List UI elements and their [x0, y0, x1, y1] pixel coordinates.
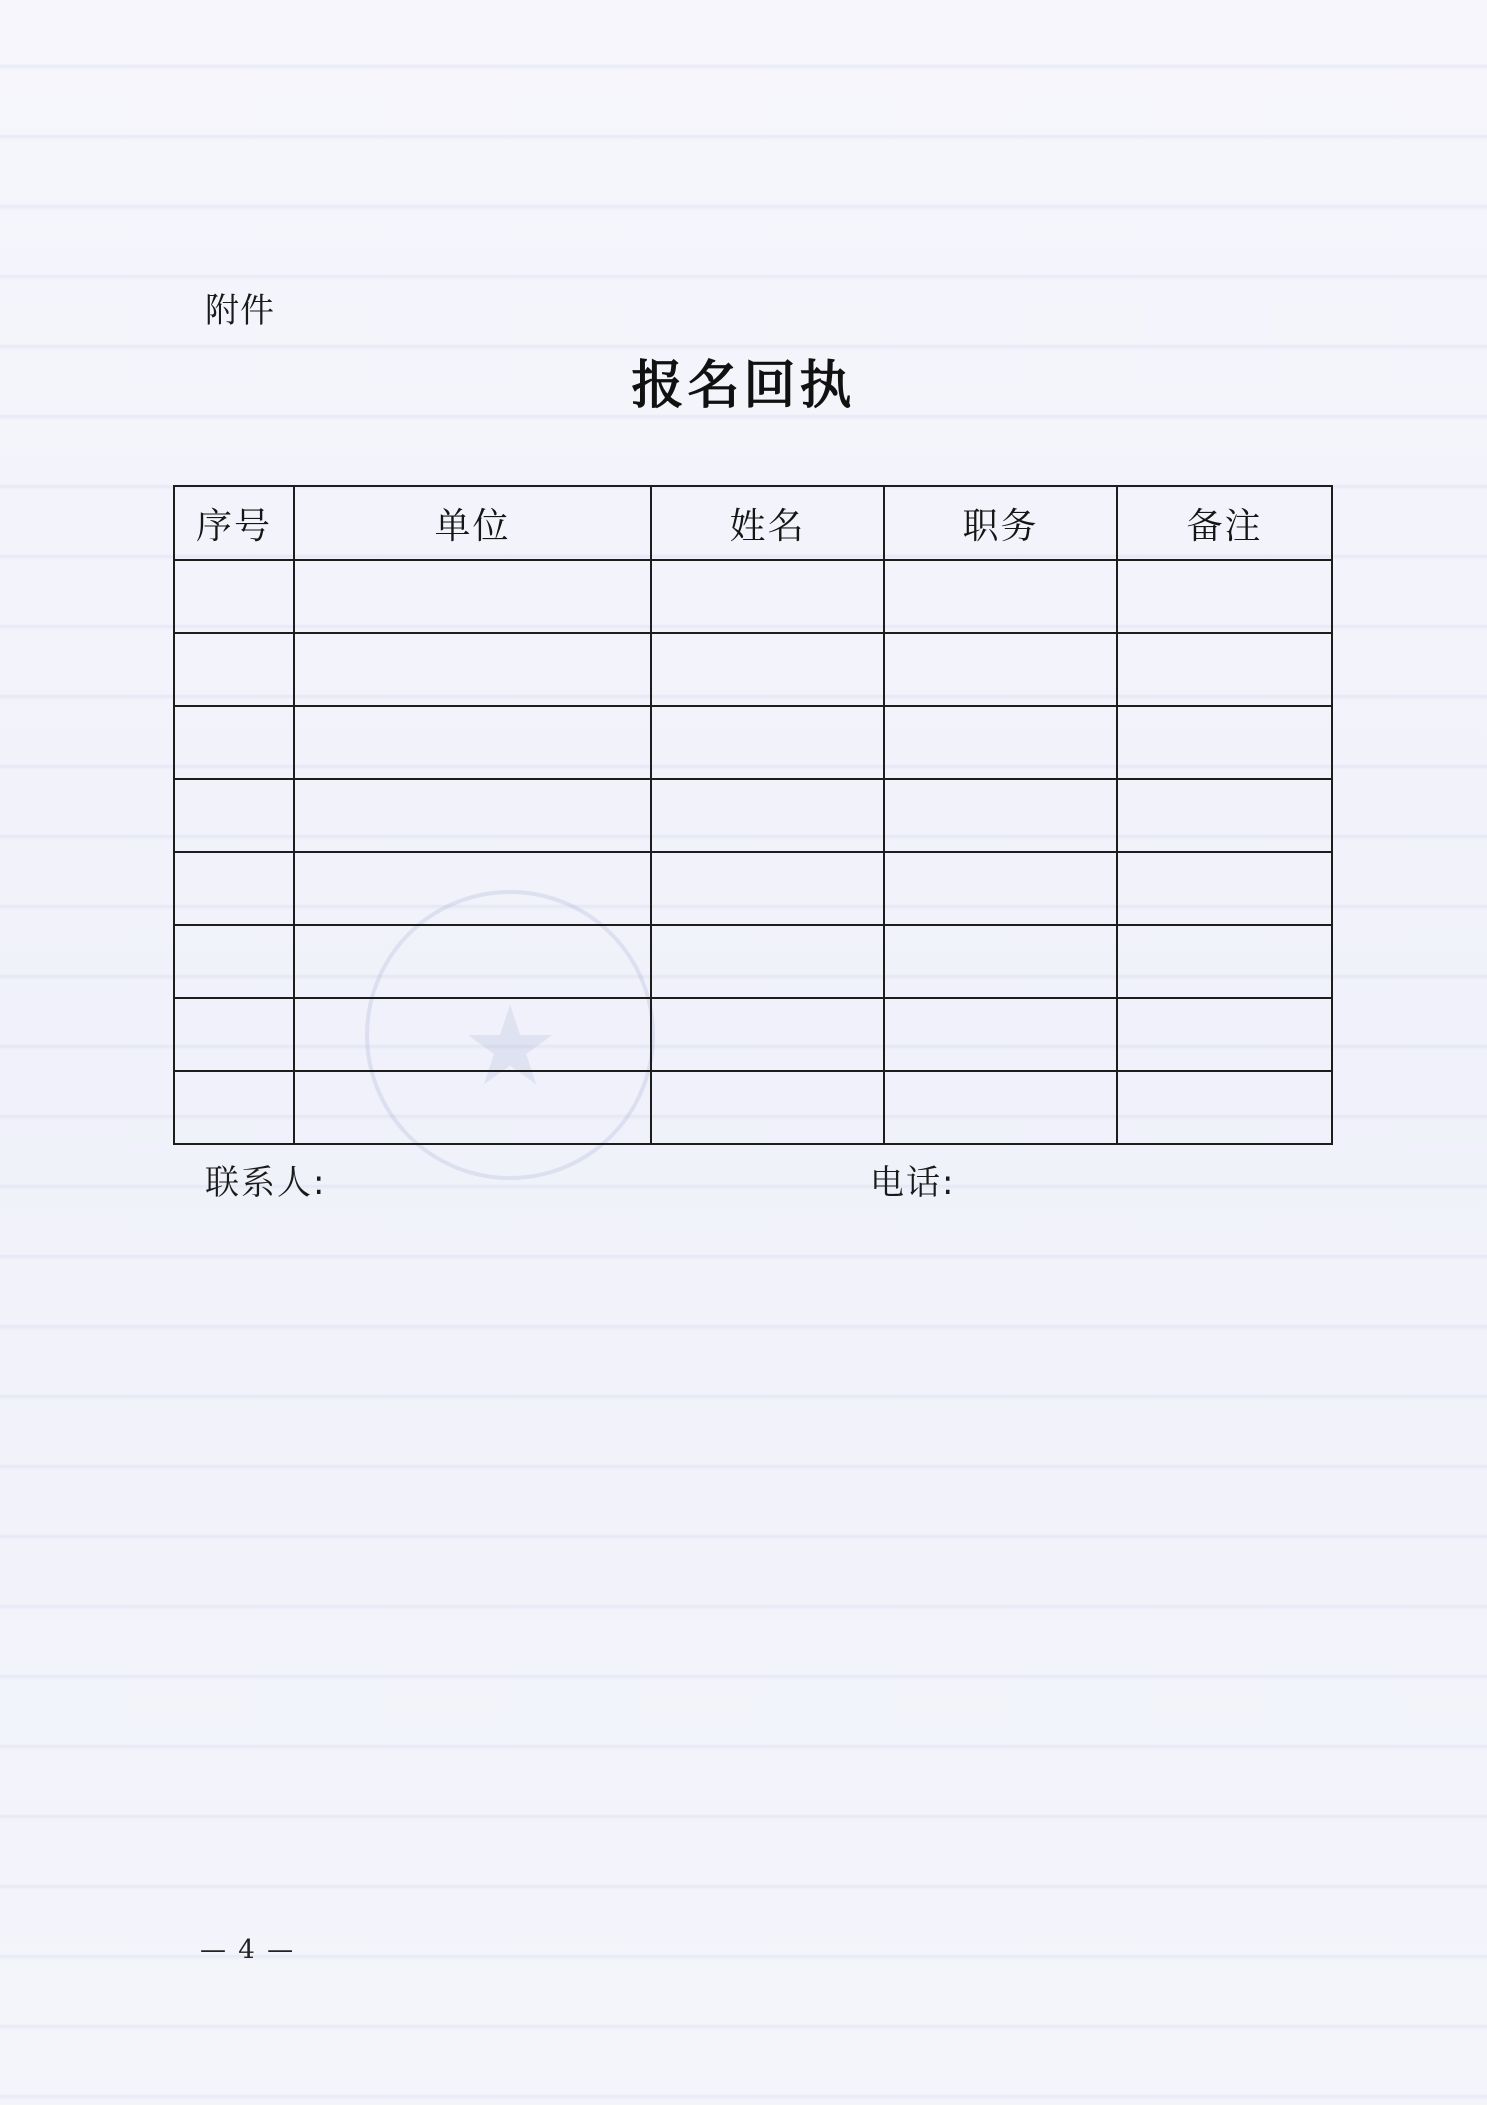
- table-cell[interactable]: [651, 560, 884, 633]
- table-cell[interactable]: [174, 706, 294, 779]
- table-cell[interactable]: [1117, 852, 1332, 925]
- column-header-serial: 序号: [174, 486, 294, 560]
- table-row: [174, 706, 1332, 779]
- column-header-position: 职务: [884, 486, 1117, 560]
- table-cell[interactable]: [294, 560, 651, 633]
- column-header-remarks: 备注: [1117, 486, 1332, 560]
- table-cell[interactable]: [1117, 560, 1332, 633]
- table-cell[interactable]: [174, 998, 294, 1071]
- table-cell[interactable]: [294, 852, 651, 925]
- table-cell[interactable]: [884, 560, 1117, 633]
- table-cell[interactable]: [884, 779, 1117, 852]
- table-cell[interactable]: [1117, 779, 1332, 852]
- table-cell[interactable]: [884, 852, 1117, 925]
- table-cell[interactable]: [294, 779, 651, 852]
- phone-label: 电话:: [870, 1163, 956, 1203]
- page-title: 报名回执: [631, 355, 856, 416]
- table-cell[interactable]: [884, 1071, 1117, 1144]
- table-cell[interactable]: [294, 998, 651, 1071]
- table-cell[interactable]: [174, 1071, 294, 1144]
- table-cell[interactable]: [884, 925, 1117, 998]
- table-cell[interactable]: [651, 706, 884, 779]
- table-cell[interactable]: [651, 998, 884, 1071]
- table-cell[interactable]: [174, 633, 294, 706]
- column-header-name: 姓名: [651, 486, 884, 560]
- column-header-unit: 单位: [294, 486, 651, 560]
- table-cell[interactable]: [651, 925, 884, 998]
- attachment-label: 附件: [205, 291, 275, 331]
- table-row: [174, 852, 1332, 925]
- table-cell[interactable]: [651, 633, 884, 706]
- table-row: [174, 998, 1332, 1071]
- table-cell[interactable]: [174, 852, 294, 925]
- table-cell[interactable]: [294, 706, 651, 779]
- table-cell[interactable]: [294, 633, 651, 706]
- table-cell[interactable]: [174, 560, 294, 633]
- contact-person-label: 联系人:: [205, 1163, 327, 1203]
- table-cell[interactable]: [884, 998, 1117, 1071]
- table-row: [174, 925, 1332, 998]
- registration-table: [173, 485, 1333, 1145]
- table-row: [174, 560, 1332, 633]
- table-cell[interactable]: [651, 779, 884, 852]
- table-cell[interactable]: [1117, 706, 1332, 779]
- table-cell[interactable]: [174, 779, 294, 852]
- table-cell[interactable]: [651, 1071, 884, 1144]
- table-cell[interactable]: [294, 1071, 651, 1144]
- table-cell[interactable]: [294, 925, 651, 998]
- table-cell[interactable]: [1117, 1071, 1332, 1144]
- table-cell[interactable]: [174, 925, 294, 998]
- table-cell[interactable]: [884, 633, 1117, 706]
- page-number: — 4 —: [200, 1935, 296, 1965]
- table-cell[interactable]: [1117, 925, 1332, 998]
- table-cell[interactable]: [1117, 633, 1332, 706]
- table-cell[interactable]: [884, 706, 1117, 779]
- table-row: [174, 779, 1332, 852]
- table-cell[interactable]: [651, 852, 884, 925]
- table-row: [174, 1071, 1332, 1144]
- table-row: [174, 633, 1332, 706]
- table-header-row: [174, 486, 1332, 560]
- table-cell[interactable]: [1117, 998, 1332, 1071]
